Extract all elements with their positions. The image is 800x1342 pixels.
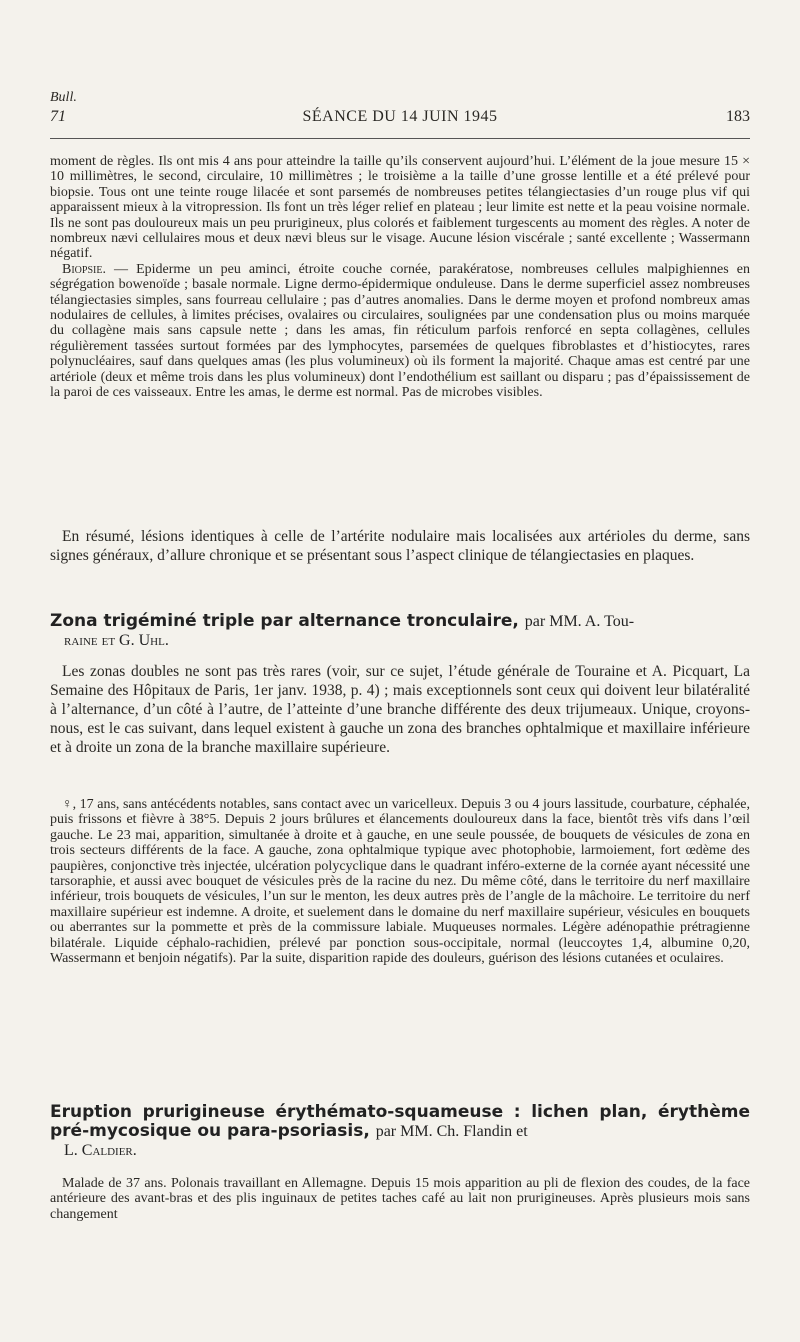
eruption-authors: L. Caldier. [64,1142,137,1159]
eruption-byline: par MM. Ch. Flandin et [375,1123,528,1140]
case-paragraph: moment de règles. Ils ont mis 4 ans pour atteindre la taille qu’ils conservent aujourd’hui. L’élément de la joue mesure 15 × 10 millimètres, le second, circulaire, 10 millimètres ; le troisième a la taille d’une grosse lentille et a été prélevé pour biopsie. Tous ont une teinte rouge lilacée et sont parsemés de nombreuses petites télangiectasies d’un rouge plus vif qui apparaissent mieux à la vitropression. Ils font un très léger relief en plateau ; leur limite est nette et la peau voisine normale. Ils ne sont pas douloureux mais un peu prurigineux, plus colorés et faiblement turgescents au moment des règles. A noter de nombreux nævi cellulaires mous et deux nævi bleus sur le visage. Aucune lésion viscérale ; santé excellente ; Wassermann négatif. [50,154,750,262]
eruption-case-paragraph: Malade de 37 ans. Polonais travaillant en Allemagne. Depuis 15 mois apparition au pli de flexion des coudes, de la face antérieure des avant-bras et des plis inguinaux de petites taches café au lait non prurigineuses. Après plusieurs mois sans changement [50,1176,750,1222]
zona-case-paragraph: ♀, 17 ans, sans antécédents notables, sans contact avec un varicelleux. Depuis 3 ou 4 jours lassitude, courbature, céphalée, puis frissons et fièvre à 38°5. Depuis 2 jours brûlures et élancements douloureux dans la face, bientôt très vifs dans l’œil gauche. Le 23 mai, apparition, simultanée à droite et à gauche, en une seule poussée, de bouquets de vésicules de zona en trois secteurs différents de la face. A gauche, zona ophtalmique typique avec photophobie, larmoiement, fort œdème des paupières, conjonctive très injectée, ulcération polycyclique dans le quadrant inféro-externe de la cornée ayant nécessité une tarsoraphie, et aussi avec bouquet de vésicules près de la racine du nez. Du même côté, dans le territoire du nerf maxillaire inférieur, trois bouquets de vésicules, l’un sur le menton, les deux autres près de l’angle de la mâchoire. Le territoire du nerf maxillaire supérieur est indemne. A droite, et suelement dans le domaine du nerf maxillaire supérieur, vésicules en bouquets ou aberrantes sur la pommette et près de la commissure labiale. Muqueuses normales. Légère adénopathie prétragienne bilatérale. Liquide céphalo-rachidien, prélevé par ponction sous-occipitale, normal (leuccoytes 1,4, albumine 0,20, Wassermann et benjoin négatifs). Par la suite, disparition rapide des douleurs, guérison des lésions cutanées et oculaires. [50,797,750,967]
zona-byline: par MM. A. Tou- [524,613,635,630]
resume-paragraph: En résumé, lésions identiques à celle de l’artérite nodulaire mais localisées aux artérioles du derme, sans signes généraux, d’allure chronique et se présentant sous l’aspect clinique de télangiectasies en plaques. [50,528,750,564]
zona-authors: raine et G. Uhl. [64,632,169,649]
header-note: Bull. [50,90,77,105]
eruption-title-text: Eruption prurigineuse érythémato-squameuse : lichen plan, érythème pré-mycosique ou para-psoriasis, [50,1102,750,1141]
biopsie-label: Biopsie. [62,261,106,277]
article-title-zona [50,612,750,650]
zona-intro-paragraph: Les zonas doubles ne sont pas très rares (voir, sur ce sujet, l’étude générale de Touraine et A. Picquart, La Semaine des Hôpitaux de Paris, 1er janv. 1938, p. 4) ; mais exceptionnels sont ceux qui doivent leur bilatéralité à l’alternance, d’un côté à l’autre, de l’atteinte d’une branche différente des deux trijumeaux. Unique, croyons-nous, est le cas suivant, dans lequel existent à gauche un zona des branches ophtalmique et maxillaire inférieure et à droite un zona de la branche maxillaire supérieure. [50,663,750,756]
case-continuation [50,154,750,401]
page-header [50,108,750,130]
header-rule [50,138,750,139]
biopsie-paragraph [50,262,750,401]
page-number: 183 [726,108,750,125]
running-title: SÉANCE DU 14 JUIN 1945 [302,108,498,125]
resume-block [50,527,750,565]
zona-intro-block [50,662,750,757]
eruption-case-block [50,1176,750,1222]
zona-title-text: Zona trigéminé triple par alternance tronculaire, [50,611,519,631]
article-title-eruption [50,1103,750,1160]
biopsie-text: — Epiderme un peu aminci, étroite couche cornée, parakératose, nombreuses cellules malpighiennes en ségrégation bowenoïde ; basale normale. Ligne dermo-épidermique onduleuse. Dans le derme superficiel assez nombreuses télangiectasies simples, sans fourreau cellulaire ; pas d’autres anomalies. Dans le derme moyen et profond nombreux amas nodulaires de cellules, à limites précises, ovalaires ou circulaires, soulignées par une condensation plus ou moins marquée du collagène mais sans capsule nette ; dans les amas, fin réticulum parfois renforcé en septa collagènes, cellules régulièrement tassées surtout formées par des lymphocytes, parsemées de quelques fibroblastes et d’histiocytes, rares polynucléaires, sauf dans quelques amas (les plus volumineux) où ils forment la majorité. Chaque amas est centré par une artériole (deux et même trois dans les plus volumineux) dont l’endothélium est saillant ou disparu ; pas d’épaississement de la paroi de ces vaisseaux. Entre les amas, le derme est normal. Pas de microbes visibles. [50,261,750,401]
zona-case-block [50,797,750,966]
page-ref: 71 [50,108,66,125]
